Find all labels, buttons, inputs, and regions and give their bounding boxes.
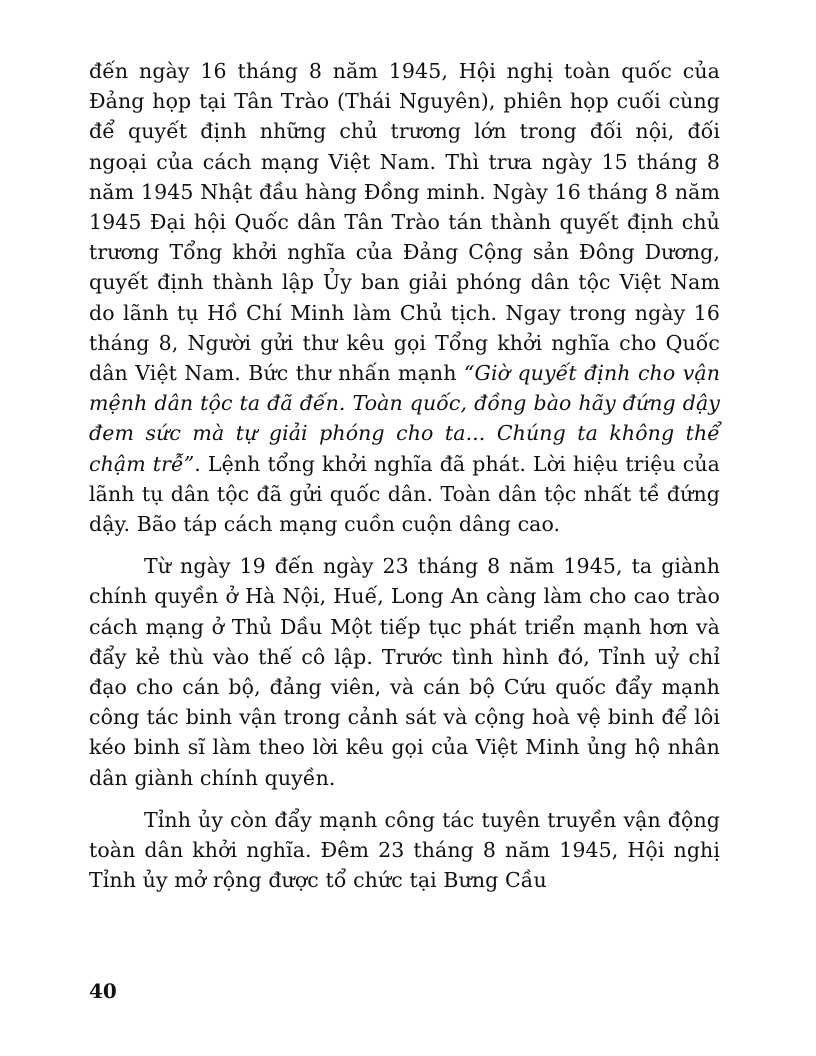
paragraph-1-quote: “Giờ quyết định cho vận mệnh dân tộc ta đã đến. Toàn quốc, đồng bào hãy đứng dậy đem sức mà tự giải phóng cho ta... Chúng ta không thể chậm trễ” xyxy=(89,361,720,476)
paragraph-1-text: đến ngày 16 tháng 8 năm 1945, Hội nghị toàn quốc của Đảng họp tại Tân Trào (Thái Nguyên), phiên họp cuối cùng để quyết định những chủ trương lớn trong đối nội, đối ngoại của cách mạng Việt Nam. Thì trưa ngày 15 tháng 8 năm 1945 Nhật đầu hàng Đồng minh. Ngày 16 tháng 8 năm 1945 Đại hội Quốc dân Tân Trào tán thành quyết định chủ trương Tổng khởi nghĩa của Đảng Cộng sản Đông Dương, quyết định thành lập Ủy ban giải phóng dân tộc Việt Nam do lãnh tụ Hồ Chí Minh làm Chủ tịch. Ngay trong ngày 16 tháng 8, Người gửi thư kêu gọi Tổng khởi nghĩa cho Quốc dân Việt Nam. Bức thư nhấn mạnh xyxy=(89,59,720,386)
paragraph-1-text-end: . Lệnh tổng khởi nghĩa đã phát. Lời hiệu triệu của lãnh tụ dân tộc đã gửi quốc dân. Toàn dân tộc nhất tề đứng dậy. Bão táp cách mạng cuồn cuộn dâng cao. xyxy=(89,451,720,537)
paragraph-gap xyxy=(89,539,720,551)
page-number: 40 xyxy=(89,979,117,1003)
paragraph-3: Tỉnh ủy còn đẩy mạnh công tác tuyên truyền vận động toàn dân khởi nghĩa. Đêm 23 tháng 8 năm 1945, Hội nghị Tỉnh ủy mở rộng được tổ chức tại Bưng Cầu xyxy=(89,807,720,893)
page-body xyxy=(89,56,720,895)
paragraph-gap xyxy=(89,793,720,805)
paragraph-1 xyxy=(89,56,720,539)
paragraph-2: Từ ngày 19 đến ngày 23 tháng 8 năm 1945, ta giành chính quyền ở Hà Nội, Huế, Long An càng làm cho cao trào cách mạng ở Thủ Dầu Một tiếp tục phát triển mạnh hơn và đẩy kẻ thù vào thế cô lập. Trước tình hình đó, Tỉnh uỷ chỉ đạo cho cán bộ, đảng viên, và cán bộ Cứu quốc đẩy mạnh công tác binh vận trong cảnh sát và cộng hoà vệ binh để lôi kéo binh sĩ làm theo lời kêu gọi của Việt Minh ủng hộ nhân dân giành chính quyền. xyxy=(89,554,720,790)
